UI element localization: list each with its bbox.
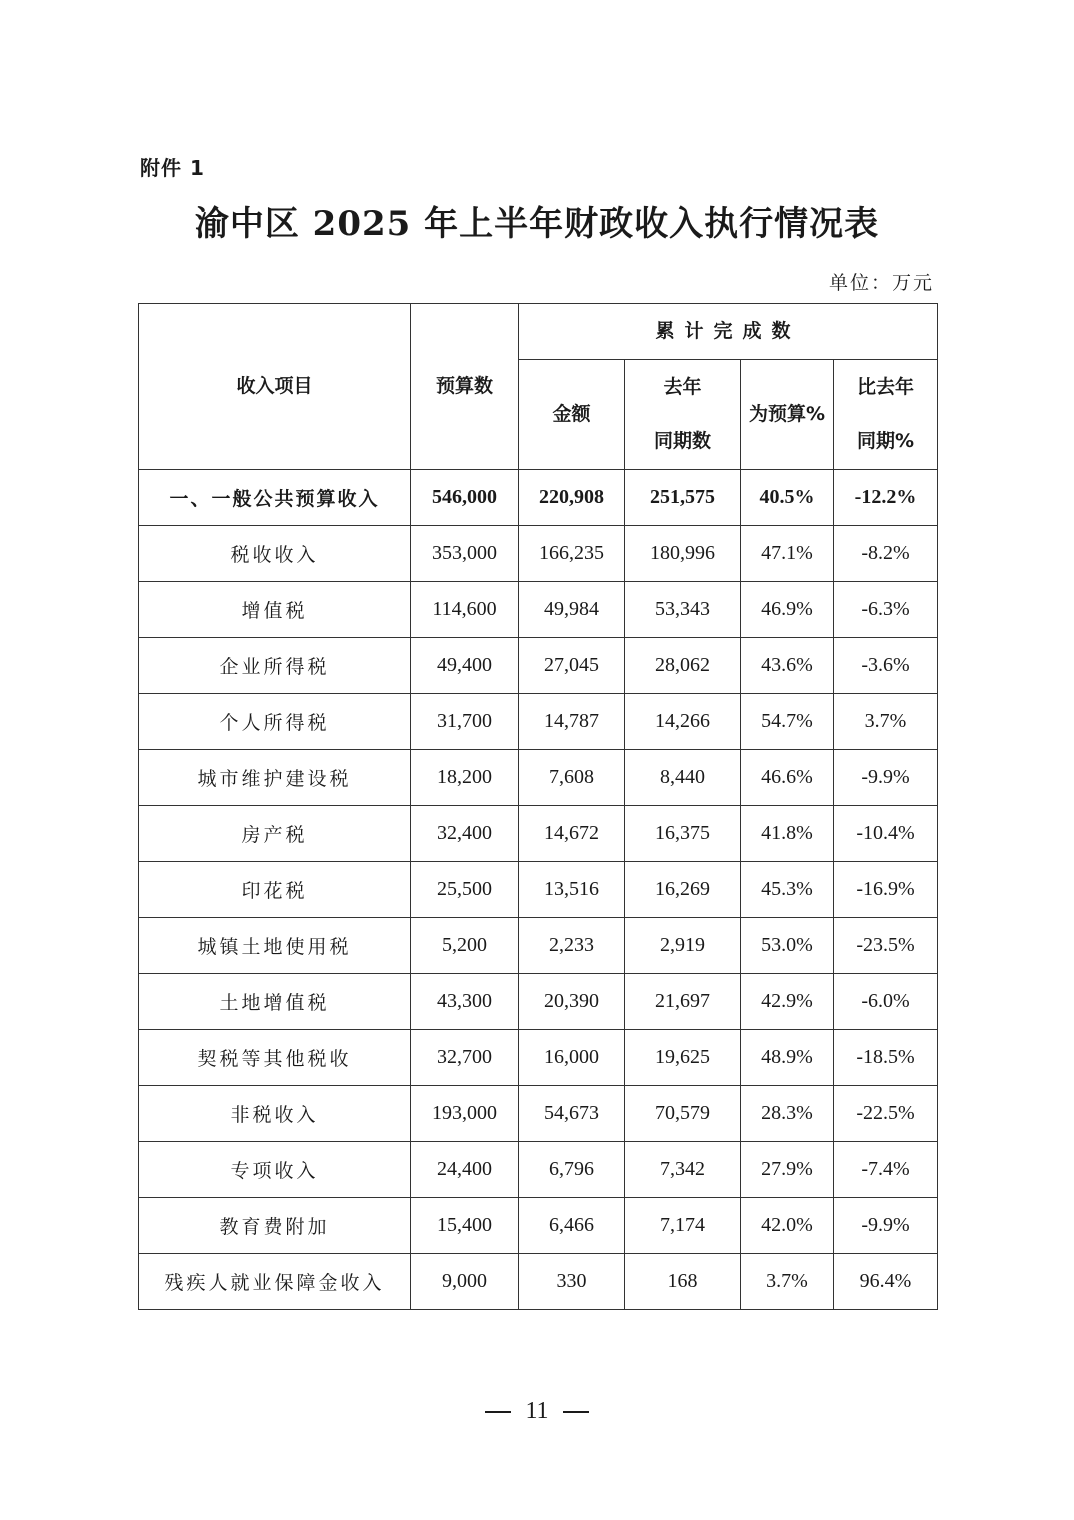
cell-amount: 49,984	[519, 582, 625, 638]
cell-amount: 220,908	[519, 470, 625, 526]
header-pct-budget-label: 为预算%	[748, 403, 826, 426]
table-row	[139, 1142, 938, 1198]
cell-item: 城市维护建设税	[139, 750, 411, 806]
cell-pct-budget: 47.1%	[741, 526, 834, 582]
cell-budget: 353,000	[411, 526, 519, 582]
page-number-dash-left	[485, 1411, 511, 1413]
cell-amount: 6,796	[519, 1142, 625, 1198]
cell-last-year: 7,174	[625, 1198, 741, 1254]
cell-item: 专项收入	[139, 1142, 411, 1198]
cell-budget: 9,000	[411, 1254, 519, 1310]
cell-pct-budget: 54.7%	[741, 694, 834, 750]
cell-last-year: 8,440	[625, 750, 741, 806]
cell-amount: 20,390	[519, 974, 625, 1030]
cell-budget: 546,000	[411, 470, 519, 526]
cell-amount: 16,000	[519, 1030, 625, 1086]
cell-yoy: -16.9%	[834, 862, 938, 918]
cell-last-year: 16,269	[625, 862, 741, 918]
cell-budget: 15,400	[411, 1198, 519, 1254]
cell-last-year: 16,375	[625, 806, 741, 862]
cell-yoy: -22.5%	[834, 1086, 938, 1142]
unit-label: 单位：万元	[828, 272, 934, 294]
cell-amount: 54,673	[519, 1086, 625, 1142]
cell-item: 土地增值税	[139, 974, 411, 1030]
cell-yoy: -6.0%	[834, 974, 938, 1030]
cell-last-year: 19,625	[625, 1030, 741, 1086]
cell-yoy: -9.9%	[834, 1198, 938, 1254]
table-row	[139, 582, 938, 638]
cell-budget: 32,400	[411, 806, 519, 862]
cell-budget: 193,000	[411, 1086, 519, 1142]
cell-pct-budget: 28.3%	[741, 1086, 834, 1142]
header-yoy-line1: 比去年	[857, 376, 915, 399]
cell-amount: 6,466	[519, 1198, 625, 1254]
cell-pct-budget: 40.5%	[741, 470, 834, 526]
header-amount	[519, 360, 625, 470]
header-budget: 预算数	[411, 304, 519, 470]
table-body	[139, 470, 938, 1310]
cell-budget: 25,500	[411, 862, 519, 918]
table-row	[139, 694, 938, 750]
cell-yoy: -9.9%	[834, 750, 938, 806]
table-row	[139, 918, 938, 974]
cell-yoy: -7.4%	[834, 1142, 938, 1198]
cell-item: 企业所得税	[139, 638, 411, 694]
attachment-label: 附件 1	[140, 156, 205, 180]
cell-amount: 14,787	[519, 694, 625, 750]
cell-last-year: 70,579	[625, 1086, 741, 1142]
page-number-dash-right	[563, 1411, 589, 1413]
table-header	[139, 304, 938, 470]
table-row	[139, 750, 938, 806]
cell-yoy: 3.7%	[834, 694, 938, 750]
cell-pct-budget: 27.9%	[741, 1142, 834, 1198]
table-row	[139, 974, 938, 1030]
cell-budget: 49,400	[411, 638, 519, 694]
cell-item: 税收收入	[139, 526, 411, 582]
cell-budget: 43,300	[411, 974, 519, 1030]
cell-item: 契税等其他税收	[139, 1030, 411, 1086]
cell-pct-budget: 42.0%	[741, 1198, 834, 1254]
cell-item: 残疾人就业保障金收入	[139, 1254, 411, 1310]
cell-pct-budget: 3.7%	[741, 1254, 834, 1310]
header-amount-label: 金额	[552, 403, 591, 426]
cell-amount: 166,235	[519, 526, 625, 582]
cell-item: 房产税	[139, 806, 411, 862]
header-cumulative-group: 累计完成数	[519, 304, 938, 360]
cell-yoy: -23.5%	[834, 918, 938, 974]
cell-amount: 27,045	[519, 638, 625, 694]
revenue-table	[138, 303, 938, 1310]
cell-last-year: 53,343	[625, 582, 741, 638]
table-row	[139, 1198, 938, 1254]
cell-budget: 31,700	[411, 694, 519, 750]
cell-last-year: 14,266	[625, 694, 741, 750]
cell-pct-budget: 41.8%	[741, 806, 834, 862]
cell-budget: 32,700	[411, 1030, 519, 1086]
cell-amount: 330	[519, 1254, 625, 1310]
cell-pct-budget: 46.6%	[741, 750, 834, 806]
cell-pct-budget: 43.6%	[741, 638, 834, 694]
page-title: 渝中区 2025 年上半年财政收入执行情况表	[194, 204, 880, 244]
table-row	[139, 1086, 938, 1142]
cell-budget: 18,200	[411, 750, 519, 806]
cell-yoy: -18.5%	[834, 1030, 938, 1086]
table-row	[139, 526, 938, 582]
table-row	[139, 1254, 938, 1310]
cell-pct-budget: 48.9%	[741, 1030, 834, 1086]
cell-budget: 5,200	[411, 918, 519, 974]
cell-item: 教育费附加	[139, 1198, 411, 1254]
cell-budget: 114,600	[411, 582, 519, 638]
header-last-year-line2: 同期数	[653, 429, 711, 452]
page-number	[0, 1398, 1074, 1425]
cell-amount: 14,672	[519, 806, 625, 862]
cell-item: 非税收入	[139, 1086, 411, 1142]
cell-amount: 7,608	[519, 750, 625, 806]
cell-yoy: -10.4%	[834, 806, 938, 862]
cell-last-year: 180,996	[625, 526, 741, 582]
table-row-total	[139, 470, 938, 526]
cell-yoy: -12.2%	[834, 470, 938, 526]
cell-budget: 24,400	[411, 1142, 519, 1198]
cell-last-year: 168	[625, 1254, 741, 1310]
table-row	[139, 638, 938, 694]
cell-item: 城镇土地使用税	[139, 918, 411, 974]
cell-last-year: 2,919	[625, 918, 741, 974]
table-row	[139, 1030, 938, 1086]
cell-pct-budget: 53.0%	[741, 918, 834, 974]
cell-item: 一、一般公共预算收入	[139, 470, 411, 526]
table-row	[139, 806, 938, 862]
cell-yoy: -8.2%	[834, 526, 938, 582]
cell-item: 个人所得税	[139, 694, 411, 750]
table-row	[139, 862, 938, 918]
cell-item: 印花税	[139, 862, 411, 918]
cell-yoy: 96.4%	[834, 1254, 938, 1310]
header-item: 收入项目	[139, 304, 411, 470]
cell-pct-budget: 46.9%	[741, 582, 834, 638]
header-yoy	[834, 360, 938, 470]
page-number-value: 11	[525, 1398, 549, 1424]
header-yoy-line2: 同期%	[856, 429, 915, 452]
cell-last-year: 28,062	[625, 638, 741, 694]
cell-amount: 2,233	[519, 918, 625, 974]
cell-last-year: 7,342	[625, 1142, 741, 1198]
cell-pct-budget: 42.9%	[741, 974, 834, 1030]
cell-yoy: -6.3%	[834, 582, 938, 638]
cell-pct-budget: 45.3%	[741, 862, 834, 918]
header-last-year-line1: 去年	[663, 376, 702, 399]
cell-last-year: 21,697	[625, 974, 741, 1030]
cell-item: 增值税	[139, 582, 411, 638]
header-last-year	[625, 360, 741, 470]
header-pct-budget	[741, 360, 834, 470]
cell-amount: 13,516	[519, 862, 625, 918]
cell-last-year: 251,575	[625, 470, 741, 526]
cell-yoy: -3.6%	[834, 638, 938, 694]
